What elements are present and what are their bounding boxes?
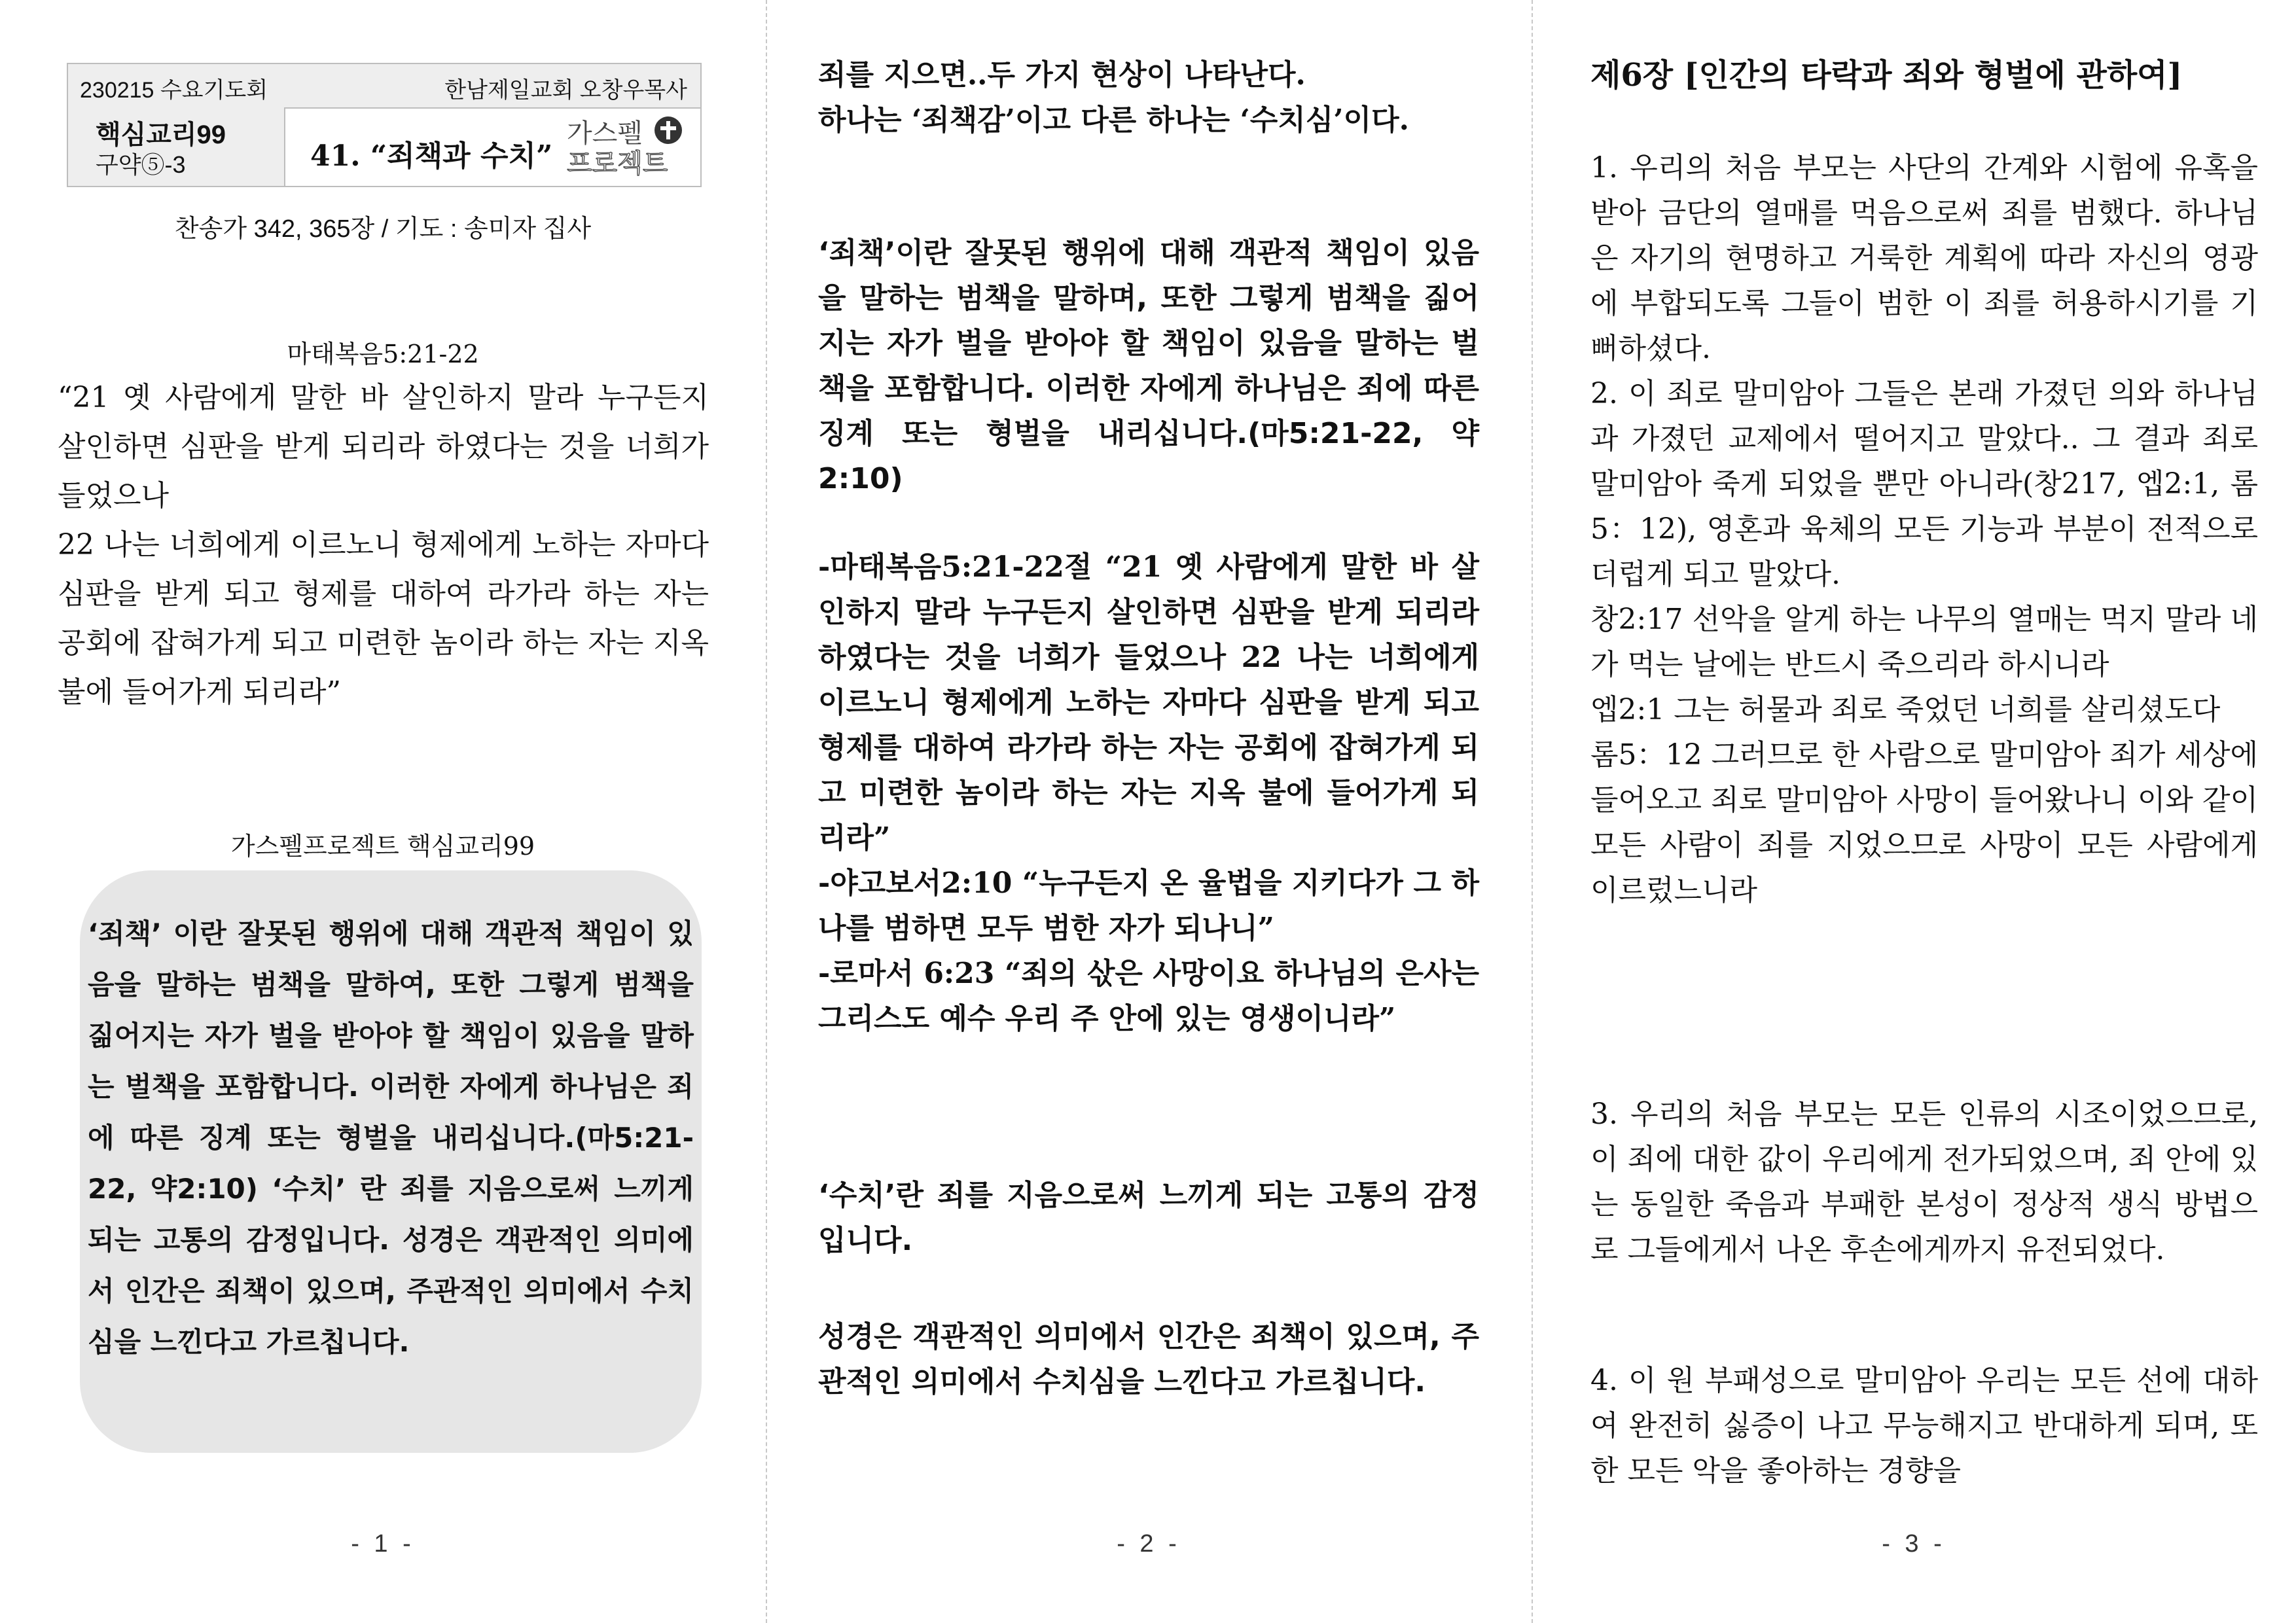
supporting-verses: -마태복음5:21-22절 “21 옛 사람에게 말한 바 살인하지 말라 누구든지 살인하면 심판을 받게 되리라 하였다는 것을 너희가 들었으나 22 나는 너희에게 이르노니 형제에게 노하는 자마다 심판을 받게 되고 형제를 대하여 라가라 하는 자는 공회에 잡혀가게 되고 미련한 놈이라 하는 자는 지옥 불에 들어가게 되리라” -야고보서2:10 “누구든지 온 율법을 지키다가 그 하나를 범하면 모두 범한 자가 되나니” -로마서 6:23 “죄의 삯은 사망이요 하나님의 은사는 그리스도 예수 우리 주 안에 있는 영생이니라” [818,550,1479,1035]
page-number: - 1 - [351,1530,415,1558]
chapter-title: 제6장 [인간의 타락과 죄와 형벌에 관하여] [1590,57,2183,94]
chapter-sections-1-2: 1. 우리의 처음 부모는 사단의 간계와 시험에 유혹을 받아 금단의 열매를 먹음으로써 죄를 범했다. 하나님은 자기의 현명하고 거룩한 계획에 따라 자신의 영광에 부합되도록 그들이 범한 이 죄를 허용하시기를 기뻐하셨다. 2. 이 죄로 말미암아 그들은 본래 가졌던 의와 하나님과 가졌던 교제에서 떨어지고 말았다.. 그 결과 죄로 말미암아 죽게 되었을 뿐만 아니라(창217, 엡2:1, 롬5：12), 영혼과 육체의 모든 기능과 부분이 전적으로 더럽게 되고 말았다. 창2:17 선악을 알게 하는 나무의 열매는 먹지 말라 네가 먹는 날에는 반드시 죽으리라 하시니라 엡2:1 그는 허물과 죄로 죽었던 너희를 살리셨도다 롬5：12 그러므로 한 사람으로 말미암아 죄가 세상에 들어오고 죄로 말미암아 사망이 들어왔나니 이와 같이 모든 사람이 죄를 지었으므로 사망이 모든 사람에게 이르렀느니라 [1590,151,2258,907]
series-box [68,107,285,186]
page-1 [0,0,766,1623]
page-number: - 2 - [1117,1530,1181,1558]
page-2 [766,0,1532,1623]
church-name: 한남제일교회 오창우목사 [444,78,687,103]
gospel-project-logo [567,111,685,183]
summary-label: 가스펠프로젝트 핵심교리99 [230,832,535,861]
teaching-summary: 성경은 객관적인 의미에서 인간은 죄책이 있으며, 주관적인 의미에서 수치심을 느낀다고 가르칩니다. [818,1320,1479,1399]
logo-text-bottom: 프로젝트 [567,149,668,178]
event-date: 230215 수요기도회 [80,78,268,103]
lesson-title: 41. “죄책과 수치” [310,139,553,173]
scripture-text: “21 옛 사람에게 말한 바 살인하지 말라 누구든지 살인하면 심판을 받게 되리라 하였다는 것을 너희가 들었으나 22 나는 너희에게 이르노니 형제에게 노하는 자마다 심판을 받게 되고 형제를 대하여 라가라 하는 자는 공회에 잡혀가게 되고 미련한 놈이라 하는 자는 지옥 불에 들어가게 되리라” [58,381,709,709]
cross-icon [655,116,682,144]
intro-text: 죄를 지으면..두 가지 현상이 나타난다. 하나는 ‘죄책감’이고 다른 하나는 ‘수치심’이다. [818,58,1409,137]
chapter-section-4: 4. 이 원 부패성으로 말미암아 우리는 모든 선에 대하여 완전히 싫증이 나고 무능해지고 반대하게 되며, 또한 모든 악을 좋아하는 경향을 [1590,1364,2258,1488]
header-top-bar [68,64,700,109]
hymn-prayer-line: 찬송가 342, 365장 / 기도 : 송미자 집사 [174,215,592,243]
page-number: - 3 - [1882,1530,1946,1558]
scripture-reference: 마태복음5:21-22 [287,340,479,368]
summary-box: ‘죄책’ 이란 잘못된 행위에 대해 객관적 책임이 있음을 말하는 범책을 말하여, 또한 그렇게 범책을 짊어지는 자가 벌을 받아야 할 책임이 있음을 말하는 벌책을 포함합니다. 이러한 자에게 하나님은 죄에 따른 징계 또는 형벌을 내리십니다.(마5:21-22, 약2:10) ‘수치’ 란 죄를 지음으로써 느끼게 되는 고통의 감정입니다. 성경은 객관적인 의미에서 인간은 죄책이 있으며, 주관적인 의미에서 수치심을 느낀다고 가르칩니다. [80,870,702,1453]
brand-label: 핵심교리99 [96,120,226,149]
series-label: 구약⑤-3 [96,151,186,178]
chapter-section-3: 3. 우리의 처음 부모는 모든 인류의 시조이었으므로, 이 죄에 대한 값이 우리에게 전가되었으며, 죄 안에 있는 동일한 죽음과 부패한 본성이 정상적 생식 방법으로 그들에게서 나온 후손에게까지 유전되었다. [1590,1097,2258,1266]
page-3 [1532,0,2296,1623]
guilt-definition: ‘죄책’이란 잘못된 행위에 대해 객관적 책임이 있음을 말하는 범책을 말하며, 또한 그렇게 범책을 짊어지는 자가 벌을 받아야 할 책임이 있음을 말하는 벌책을 포함합니다. 이러한 자에게 하나님은 죄에 따른 징계 또는 형벌을 내리십니다.(마5:21-22, 약2:10) [818,236,1479,495]
logo-text-top: 가스펠 [567,119,643,148]
shame-definition: ‘수치’란 죄를 지음으로써 느끼게 되는 고통의 감정입니다. [818,1179,1479,1257]
bulletin-header [67,63,702,187]
